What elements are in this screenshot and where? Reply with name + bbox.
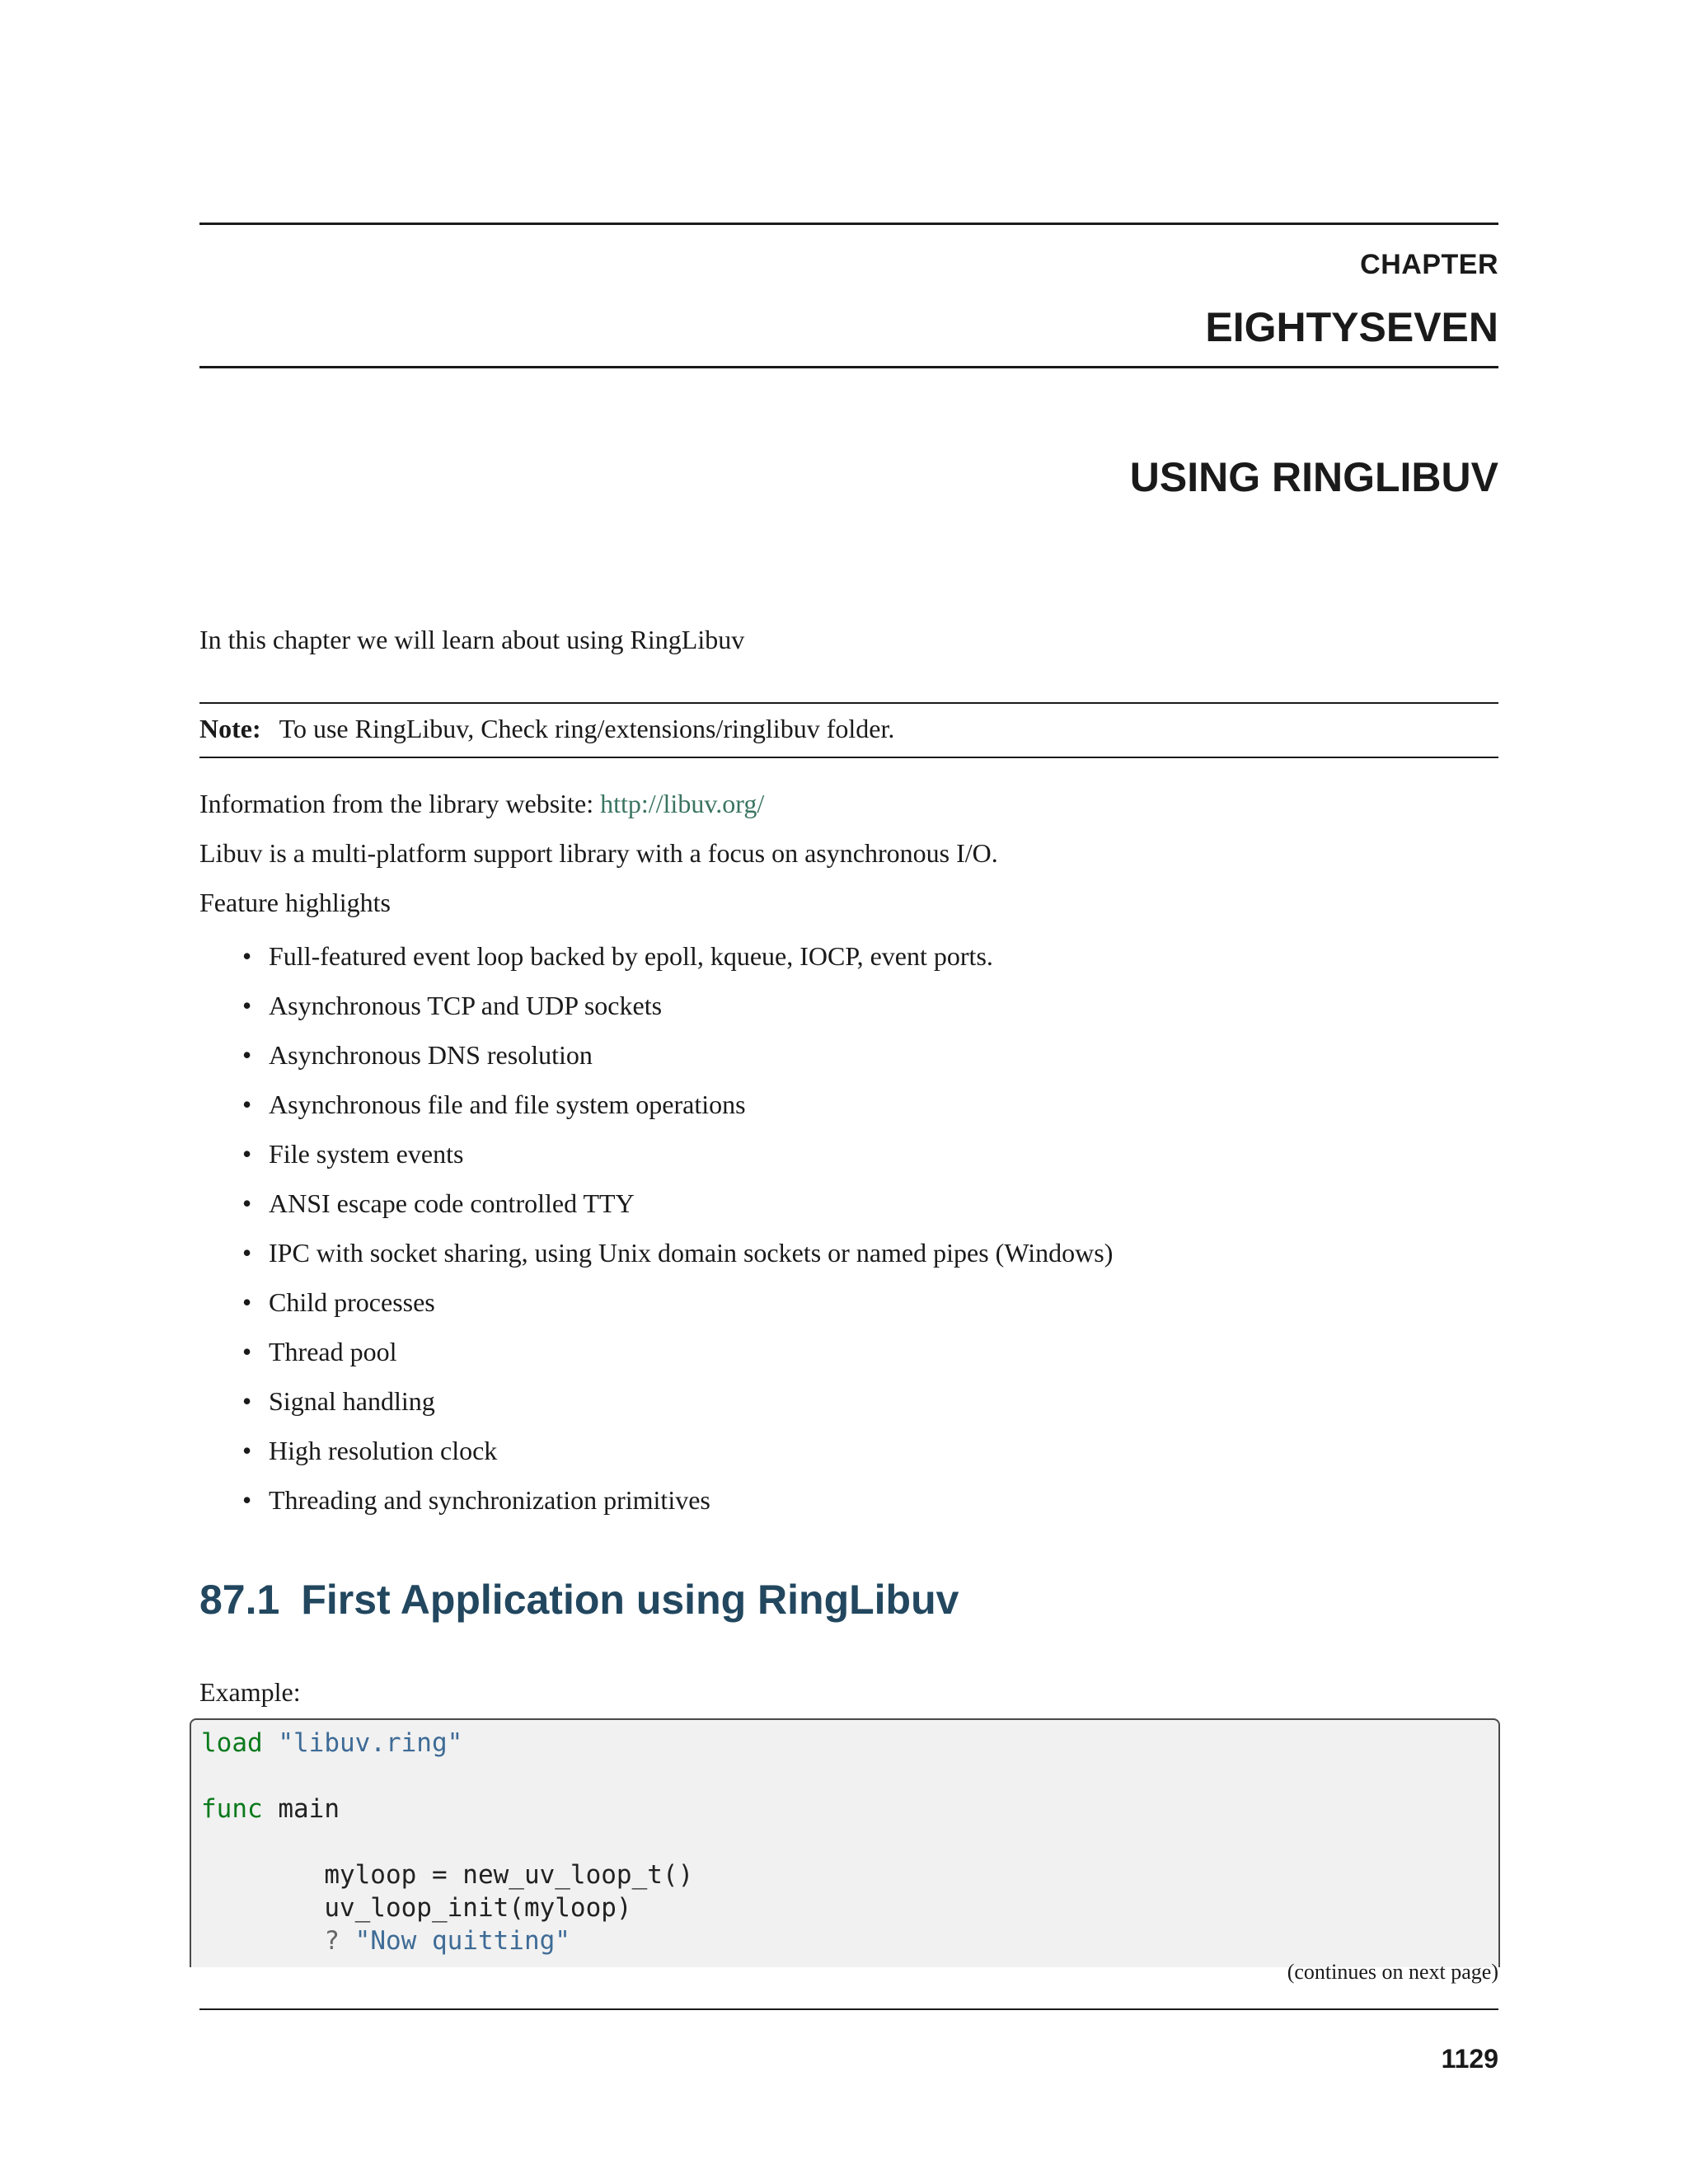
list-item: • IPC with socket sharing, using Unix domain sockets or named pipes (Windows) (242, 1238, 1114, 1268)
code-listing (191, 1720, 1498, 1957)
bullet-icon: • (242, 1485, 252, 1515)
list-item: • High resolution clock (242, 1436, 498, 1465)
libuv-website-link[interactable]: http://libuv.org/ (600, 789, 765, 818)
code-identifier: main (278, 1794, 340, 1824)
code-keyword: func (201, 1794, 263, 1824)
list-item: • Full-featured event loop backed by epoll, kqueue, IOCP, event ports. (242, 941, 993, 971)
list-item: • Asynchronous DNS resolution (242, 1040, 593, 1070)
info-prefix: Information from the library website: (199, 789, 601, 818)
bullet-icon: • (242, 941, 252, 971)
features-title: Feature highlights (199, 888, 391, 917)
code-string: "Now quitting" (354, 1926, 570, 1956)
code-line (201, 1728, 462, 1758)
top-rule (199, 223, 1498, 225)
code-block[interactable] (190, 1718, 1500, 1967)
code-keyword: load (201, 1728, 263, 1758)
note-title: Note: (199, 714, 261, 743)
bullet-icon: • (242, 1188, 252, 1218)
bullet-icon: • (242, 1090, 252, 1119)
code-line: uv_loop_init(myloop) (324, 1893, 632, 1923)
code-line: myloop = new_uv_loop_t() (324, 1860, 694, 1890)
bullet-icon: • (242, 1386, 252, 1416)
continues-note: (continues on next page) (1287, 1960, 1498, 1984)
bullet-icon: • (242, 1238, 252, 1268)
intro-paragraph: In this chapter we will learn about using RingLibuv (199, 625, 745, 654)
list-item: • File system events (242, 1139, 464, 1169)
example-label: Example: (199, 1677, 301, 1707)
info-paragraph (199, 787, 764, 820)
list-item: • Child processes (242, 1287, 435, 1317)
bullet-icon: • (242, 1040, 252, 1070)
chapter-label: CHAPTER (1360, 249, 1498, 280)
feature-list (199, 940, 1113, 1533)
note-box (199, 702, 1498, 758)
bullet-icon: • (242, 1139, 252, 1169)
list-item: • ANSI escape code controlled TTY (242, 1188, 635, 1218)
code-line (201, 1794, 340, 1824)
bullet-icon: • (242, 991, 252, 1020)
section-number: 87.1 (199, 1577, 280, 1623)
code-string: "libuv.ring" (278, 1728, 463, 1758)
list-item: • Asynchronous TCP and UDP sockets (242, 991, 663, 1020)
list-item: • Signal handling (242, 1386, 435, 1416)
bullet-icon: • (242, 1436, 252, 1465)
footer-rule (199, 2008, 1498, 2010)
bullet-icon: • (242, 1287, 252, 1317)
chapter-number: EIGHTYSEVEN (1205, 304, 1498, 350)
note-body: To use RingLibuv, Check ring/extensions/ringlibuv folder. (279, 714, 895, 743)
chapter-rule (199, 366, 1498, 368)
list-item: • Asynchronous file and file system operations (242, 1090, 746, 1119)
code-operator: ? (324, 1926, 340, 1956)
list-item: • Thread pool (242, 1337, 397, 1366)
page-number: 1129 (1441, 2044, 1498, 2074)
section-heading (199, 1576, 959, 1624)
bullet-icon: • (242, 1337, 252, 1366)
chapter-title: USING RINGLIBUV (1129, 454, 1498, 500)
code-line (324, 1926, 570, 1956)
section-title: First Application using RingLibuv (301, 1577, 959, 1623)
list-item: • Threading and synchronization primitives (242, 1485, 710, 1515)
description-paragraph: Libuv is a multi-platform support library with a focus on asynchronous I/O. (199, 838, 998, 868)
note-text (199, 712, 894, 745)
